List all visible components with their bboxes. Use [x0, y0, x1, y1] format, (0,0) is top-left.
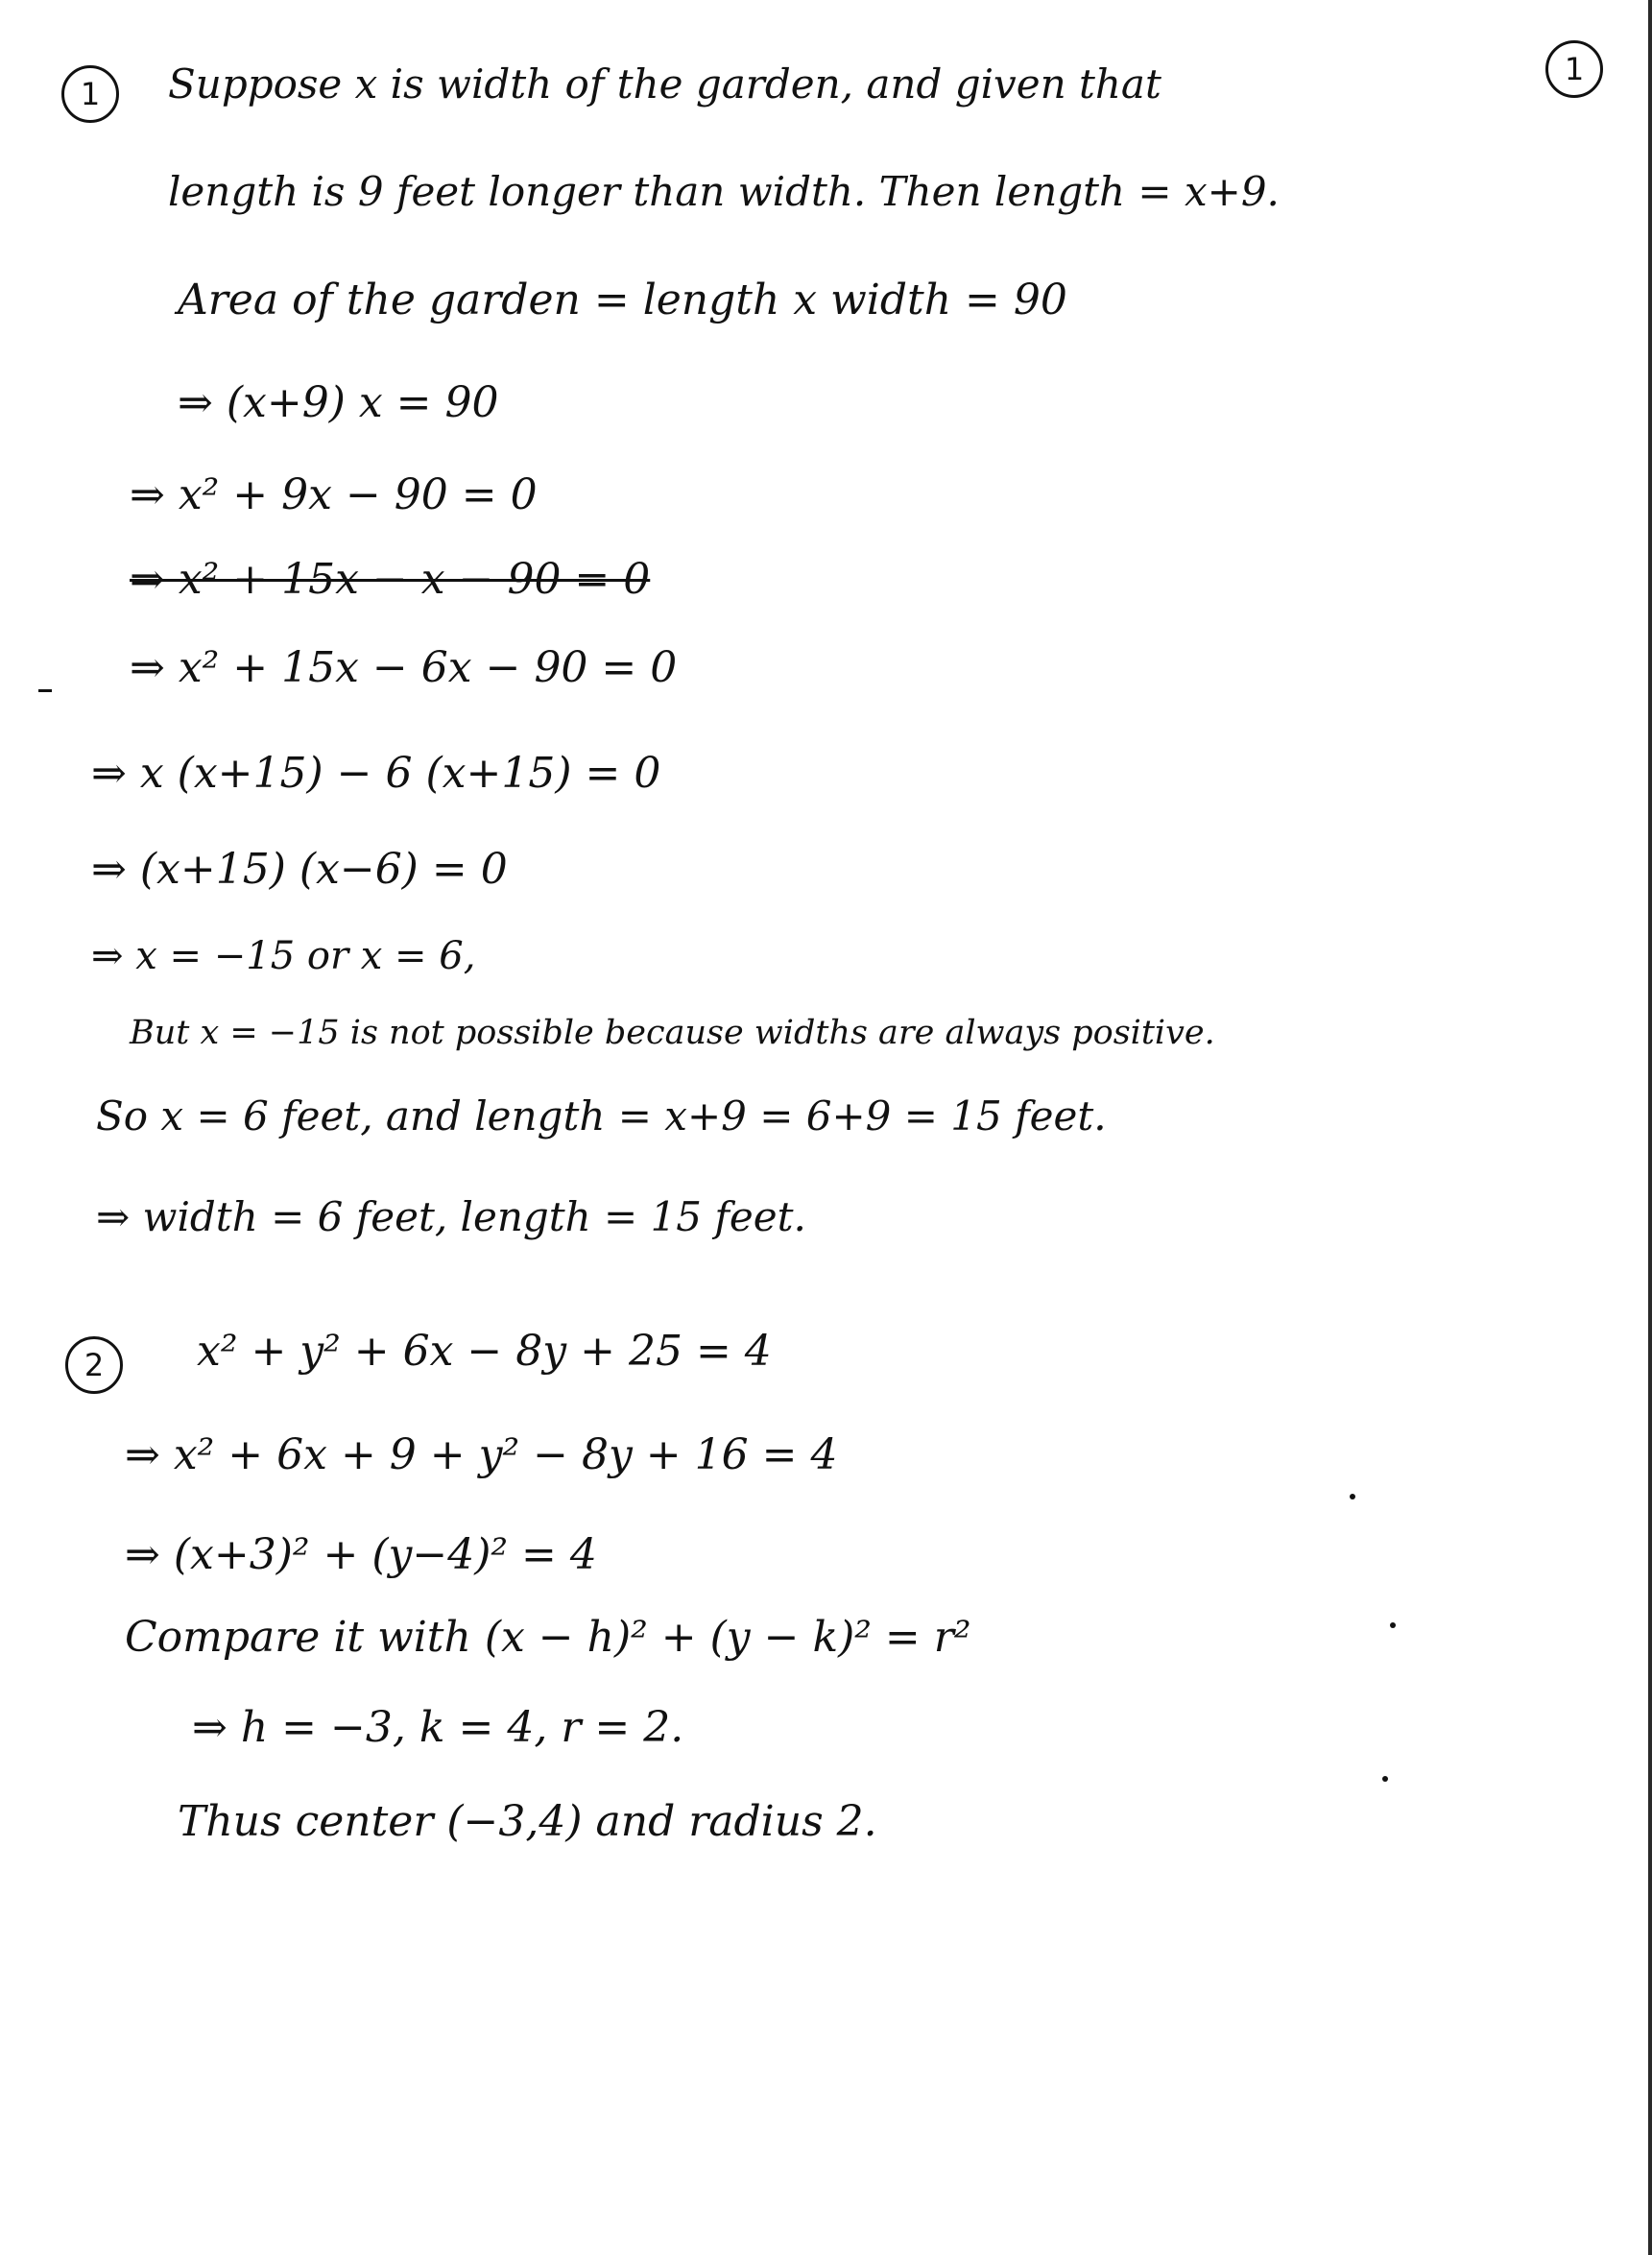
- crossed-out-line: ⇒ x² + 15x − x − 90 = 0: [130, 555, 651, 604]
- solution-line: length is 9 feet longer than width. Then length = x+9.: [168, 168, 1280, 215]
- problem-2-number: 2: [65, 1336, 123, 1394]
- solution-line: But x = −15 is not possible because widths are always positive.: [130, 1014, 1215, 1052]
- solution-line: ⇒ x (x+15) − 6 (x+15) = 0: [91, 749, 661, 798]
- ink-speck: [1382, 1776, 1388, 1782]
- margin-mark: [38, 689, 52, 692]
- solution-line: ⇒ x² + 6x + 9 + y² − 8y + 16 = 4: [125, 1430, 838, 1479]
- solution-line: ⇒ (x+3)² + (y−4)² = 4: [125, 1530, 597, 1579]
- page-edge-shadow: [1648, 0, 1652, 2255]
- problem-number-left: 1: [61, 65, 119, 123]
- solution-line: Suppose x is width of the garden, and given that: [168, 60, 1161, 108]
- solution-line: ⇒ x = −15 or x = 6,: [91, 934, 476, 978]
- ink-speck: [1350, 1494, 1355, 1499]
- solution-line: ⇒ (x+9) x = 90: [178, 378, 499, 427]
- solution-line: Thus center (−3,4) and radius 2.: [178, 1797, 877, 1846]
- ink-speck: [1390, 1622, 1396, 1628]
- solution-line: ⇒ width = 6 feet, length = 15 feet.: [96, 1193, 806, 1240]
- solution-line: Area of the garden = length x width = 90: [178, 276, 1067, 324]
- solution-line: ⇒ x² + 15x − 6x − 90 = 0: [130, 643, 678, 692]
- page-number-right: 1: [1545, 40, 1603, 98]
- solution-line: ⇒ x² + 9x − 90 = 0: [130, 470, 538, 519]
- solution-line: Compare it with (x − h)² + (y − k)² = r²: [125, 1613, 971, 1662]
- solution-line: So x = 6 feet, and length = x+9 = 6+9 = 15 feet.: [96, 1092, 1107, 1139]
- solution-line: x² + y² + 6x − 8y + 25 = 4: [197, 1327, 772, 1376]
- solution-line: ⇒ h = −3, k = 4, r = 2.: [192, 1703, 684, 1752]
- solution-line: ⇒ (x+15) (x−6) = 0: [91, 845, 508, 894]
